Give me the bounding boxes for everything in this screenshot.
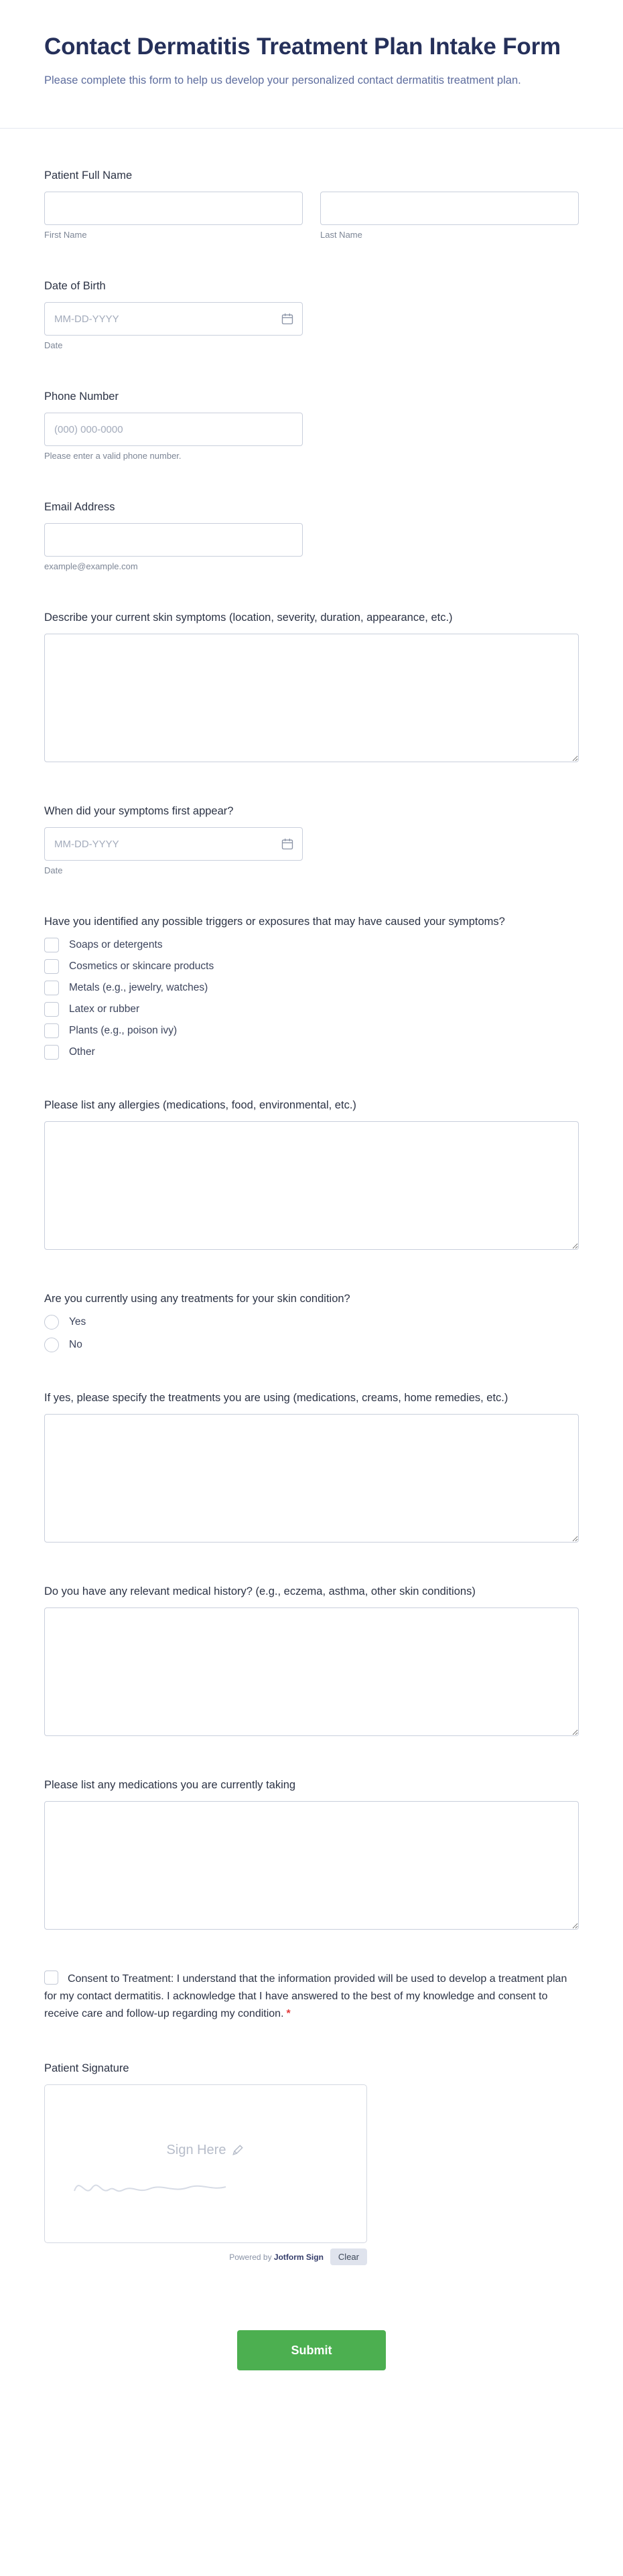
current-treatments-options: [44, 1315, 579, 1352]
submit-button[interactable]: Submit: [237, 2330, 386, 2370]
checkbox-option-plants[interactable]: [44, 1023, 579, 1038]
medications-label: Please list any medications you are currently taking: [44, 1779, 296, 1791]
name-inputs-row: [44, 192, 579, 240]
symptoms-onset-sublabel: Date: [44, 865, 63, 875]
checkbox-option-cosmetics[interactable]: [44, 959, 579, 974]
field-phone-number: [44, 388, 579, 461]
signature-footer: [44, 2248, 367, 2265]
jotform-sign-brand: Jotform Sign: [273, 2252, 324, 2262]
field-allergies: [44, 1097, 579, 1253]
current-treatments-label: Are you currently using any treatments for your skin condition?: [44, 1293, 350, 1305]
checkbox-label: Plants (e.g., poison ivy): [69, 1025, 178, 1036]
form-title: Contact Dermatitis Treatment Plan Intake Form: [44, 33, 561, 60]
field-medications: [44, 1777, 579, 1933]
powered-by-text: [229, 2252, 324, 2262]
radio-circle[interactable]: [44, 1315, 59, 1330]
checkbox-option-metals[interactable]: [44, 981, 579, 995]
dob-input[interactable]: [44, 302, 303, 336]
checkbox-box[interactable]: [44, 959, 59, 974]
consent-statement: Consent to Treatment: I understand that the information provided will be used to develop a treatment plan for my contact dermatitis. I acknowledge that I have answered to the best of my knowledge and consent to receive care and follow-up regarding my condition.: [44, 1973, 567, 2019]
email-label: Email Address: [44, 501, 115, 513]
radio-option-yes[interactable]: [44, 1315, 579, 1330]
first-name-input[interactable]: [44, 192, 303, 225]
sign-here-placeholder: [45, 2143, 366, 2158]
dob-input-wrap: [44, 302, 303, 336]
field-email-address: [44, 499, 579, 572]
field-medical-history: [44, 1583, 579, 1739]
medical-history-label: Do you have any relevant medical history? (e.g., eczema, asthma, other skin conditions): [44, 1585, 476, 1597]
signature-clear-button[interactable]: Clear: [330, 2248, 367, 2265]
patient-full-name-label: Patient Full Name: [44, 169, 133, 182]
field-patient-full-name: [44, 167, 579, 240]
allergies-label: Please list any allergies (medications, food, environmental, etc.): [44, 1099, 356, 1111]
calendar-icon[interactable]: [281, 312, 294, 326]
form-fields: [0, 129, 623, 2265]
last-name-col: [320, 192, 579, 240]
last-name-sublabel: Last Name: [320, 230, 362, 240]
calendar-icon[interactable]: [281, 837, 294, 851]
checkbox-label: Cosmetics or skincare products: [69, 960, 214, 972]
required-asterisk: *: [286, 2008, 291, 2019]
allergies-textarea[interactable]: [44, 1121, 579, 1250]
phone-input[interactable]: [44, 413, 303, 446]
signature-pad[interactable]: [44, 2084, 367, 2243]
treatments-detail-label: If yes, please specify the treatments you are using (medications, creams, home remedies, etc.): [44, 1392, 508, 1404]
radio-label: No: [69, 1339, 82, 1350]
checkbox-box[interactable]: [44, 938, 59, 952]
field-date-of-birth: [44, 278, 579, 351]
field-skin-symptoms: [44, 610, 579, 766]
treatments-detail-textarea[interactable]: [44, 1414, 579, 1543]
radio-option-no[interactable]: [44, 1338, 579, 1352]
last-name-input[interactable]: [320, 192, 579, 225]
consent-text: [44, 1971, 579, 2023]
radio-label: Yes: [69, 1316, 86, 1328]
checkbox-label: Metals (e.g., jewelry, watches): [69, 982, 208, 993]
checkbox-label: Soaps or detergents: [69, 939, 163, 950]
dob-label: Date of Birth: [44, 280, 106, 292]
skin-symptoms-textarea[interactable]: [44, 634, 579, 762]
triggers-label: Have you identified any possible triggers or exposures that may have caused your symptoms?: [44, 916, 505, 928]
checkbox-option-latex[interactable]: [44, 1002, 579, 1017]
radio-circle[interactable]: [44, 1338, 59, 1352]
checkbox-label: Latex or rubber: [69, 1003, 140, 1015]
pen-icon: [231, 2143, 245, 2157]
field-triggers: [44, 914, 579, 1060]
symptoms-onset-input-wrap: [44, 827, 303, 861]
form-subtitle: Please complete this form to help us develop your personalized contact dermatitis treatment plan.: [44, 74, 521, 86]
symptoms-onset-input[interactable]: [44, 827, 303, 861]
checkbox-option-soaps[interactable]: [44, 938, 579, 952]
form-header: [0, 0, 623, 128]
medical-history-textarea[interactable]: [44, 1607, 579, 1736]
skin-symptoms-label: Describe your current skin symptoms (location, severity, duration, appearance, etc.): [44, 612, 453, 624]
checkbox-option-other[interactable]: [44, 1045, 579, 1060]
symptoms-onset-label: When did your symptoms first appear?: [44, 805, 234, 817]
field-current-treatments: [44, 1291, 579, 1352]
checkbox-box[interactable]: [44, 1023, 59, 1038]
phone-label: Phone Number: [44, 390, 119, 403]
field-treatments-detail: [44, 1390, 579, 1546]
checkbox-box[interactable]: [44, 1002, 59, 1017]
submit-section: [0, 2330, 623, 2455]
email-sublabel: example@example.com: [44, 561, 138, 571]
checkbox-box[interactable]: [44, 1045, 59, 1060]
field-symptoms-onset-date: [44, 803, 579, 876]
powered-by-label: Powered by: [229, 2252, 272, 2262]
medications-textarea[interactable]: [44, 1801, 579, 1930]
consent-checkbox[interactable]: [44, 1971, 58, 1985]
phone-sublabel: Please enter a valid phone number.: [44, 451, 182, 461]
dob-sublabel: Date: [44, 340, 63, 350]
triggers-options: [44, 938, 579, 1060]
email-input[interactable]: [44, 523, 303, 557]
first-name-col: [44, 192, 303, 240]
field-consent: [44, 1971, 579, 2023]
checkbox-box[interactable]: [44, 981, 59, 995]
first-name-sublabel: First Name: [44, 230, 87, 240]
signature-label: Patient Signature: [44, 2062, 129, 2074]
field-patient-signature: [44, 2060, 579, 2265]
sign-here-text: Sign Here: [166, 2143, 226, 2157]
signature-placeholder-squiggle: [70, 2171, 245, 2202]
checkbox-label: Other: [69, 1046, 95, 1058]
